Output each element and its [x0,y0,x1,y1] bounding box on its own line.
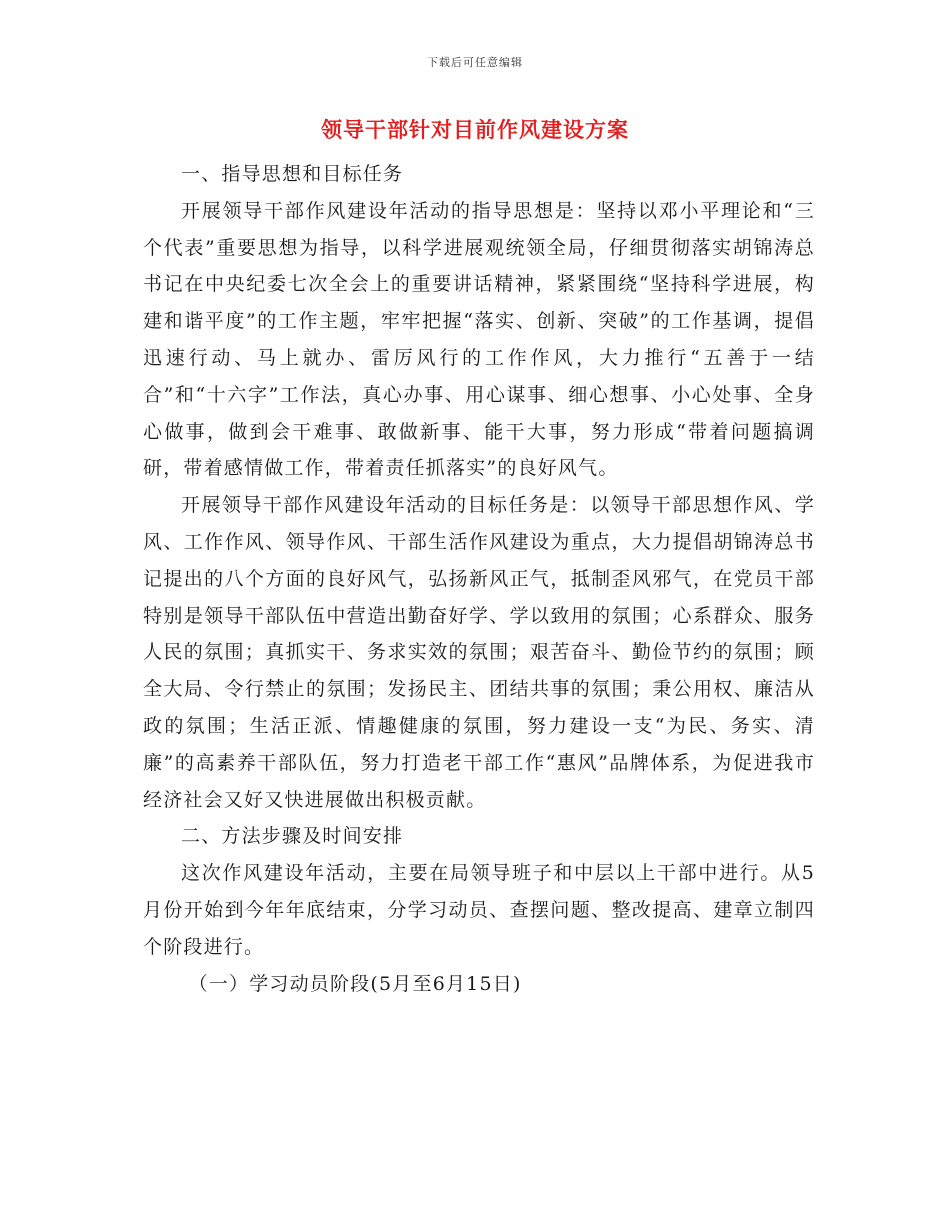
document-body [143,156,815,1002]
paragraph-goals: 开展领导干部作风建设年活动的目标任务是：以领导干部思想作风、学风、工作作风、领导作风、干部生活作风建设为重点，大力提倡胡锦涛总书记提出的八个方面的良好风气，弘扬新风正气，抵制歪风邪气，在党员干部特别是领导干部队伍中营造出勤奋好学、学以致用的氛围；心系群众、服务人民的氛围；真抓实干、务求实效的氛围；艰苦奋斗、勤俭节约的氛围；顾全大局、令行禁止的氛围；发扬民主、团结共事的氛围；秉公用权、廉洁从政的氛围；生活正派、情趣健康的氛围，努力建设一支“为民、务实、清廉”的高素养干部队伍，努力打造老干部工作“惠风”品牌体系，为促进我市经济社会又好又快进展做出积极贡献。 [143,494,815,811]
paragraph-schedule: 这次作风建设年活动，主要在局领导班子和中层以上干部中进行。从5月份开始到今年年底结束，分学习动员、查摆问题、整改提高、建章立制四个阶段进行。 [143,862,815,958]
document-title: 领导干部针对目前作风建设方案 [321,118,629,142]
subsection-heading-1: （一）学习动员阶段(5月至6月15日) [188,972,522,995]
section-heading-1: 一、指导思想和目标任务 [181,163,404,185]
header-note: 下载后可任意编辑 [427,56,523,69]
section-heading-2: 二、方法步骤及时间安排 [181,825,404,848]
paragraph-guiding-thought: 开展领导干部作风建设年活动的指导思想是：坚持以邓小平理论和“三个代表”重要思想为指导，以科学进展观统领全局，仔细贯彻落实胡锦涛总书记在中央纪委七次全会上的重要讲话精神，紧紧围绕“坚持科学进展，构建和谐平度”的工作主题，牢牢把握“落实、创新、突破”的工作基调，提倡迅速行动、马上就办、雷厉风行的工作作风，大力推行“五善于一结合”和“十六字”工作法，真心办事、用心谋事、细心想事、小心处事、全身心做事，做到会干难事、敢做新事、能干大事，努力形成“带着问题搞调研，带着感情做工作，带着责任抓落实”的良好风气。 [143,199,815,480]
